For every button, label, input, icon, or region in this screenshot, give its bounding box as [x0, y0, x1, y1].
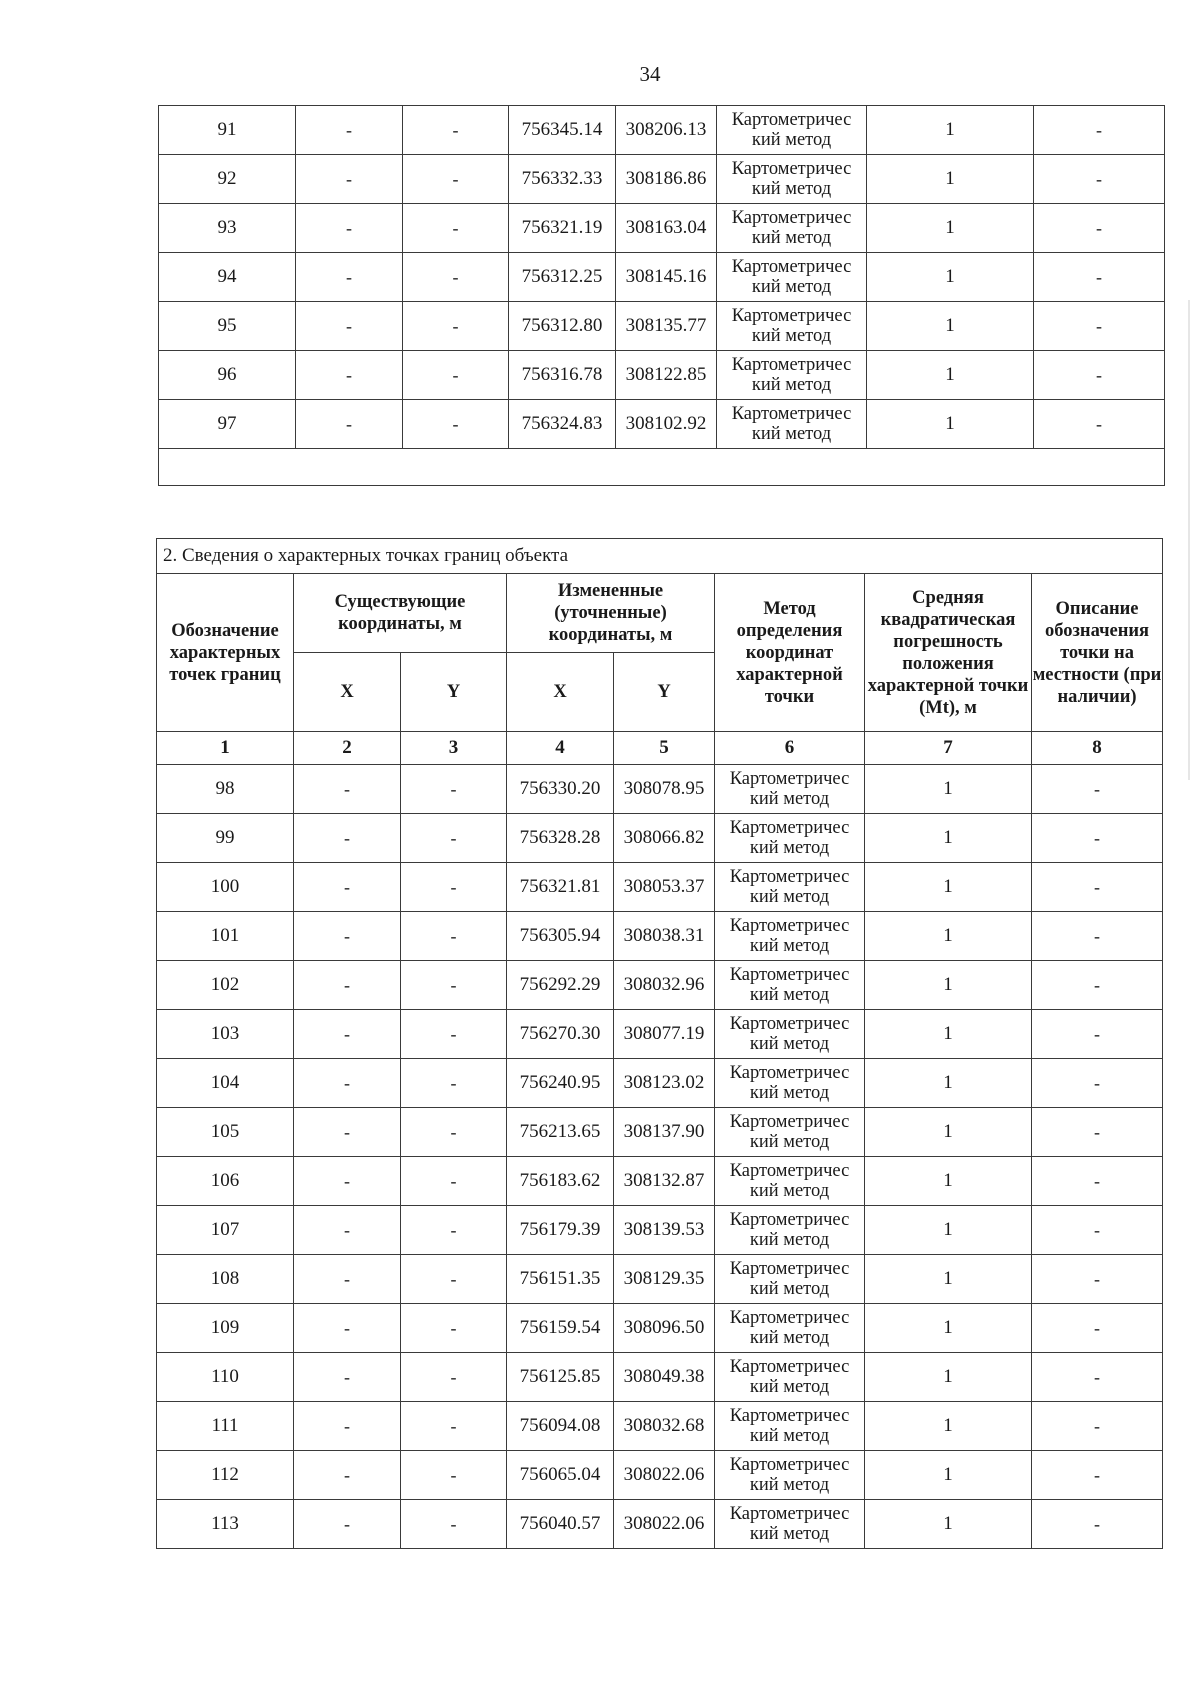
col-number: 8	[1032, 732, 1163, 765]
y-coordinate-cell: 308102.92	[616, 400, 717, 449]
error-cell: 1	[865, 1353, 1032, 1402]
method-cell: Картометричес кий метод	[715, 1010, 865, 1059]
table-row	[159, 302, 1165, 351]
column-number-row	[157, 732, 1163, 765]
point-cell: 96	[159, 351, 296, 400]
y-coordinate-cell: 308022.06	[614, 1500, 715, 1549]
point-cell: 104	[157, 1059, 294, 1108]
description-cell: -	[1032, 765, 1163, 814]
point-cell: 111	[157, 1402, 294, 1451]
table-row	[159, 204, 1165, 253]
table-body	[157, 765, 1163, 1549]
method-cell: Картометричес кий метод	[717, 351, 867, 400]
header-row	[157, 574, 1163, 653]
point-cell: 106	[157, 1157, 294, 1206]
point-cell: 97	[159, 400, 296, 449]
error-cell: 1	[865, 1451, 1032, 1500]
description-cell: -	[1032, 1500, 1163, 1549]
point-cell: 101	[157, 912, 294, 961]
error-cell: 1	[865, 1304, 1032, 1353]
section-title-row	[157, 539, 1163, 574]
col-number: 4	[507, 732, 614, 765]
header-existing-x: X	[294, 653, 401, 732]
method-cell: Картометричес кий метод	[715, 912, 865, 961]
y-coordinate-cell: 308135.77	[616, 302, 717, 351]
header-changed: Измененные (уточненные) координаты, м	[507, 574, 715, 653]
col-number: 2	[294, 732, 401, 765]
x-coordinate-cell: 756321.81	[507, 863, 614, 912]
description-cell: -	[1032, 1010, 1163, 1059]
table-row	[159, 106, 1165, 155]
table-row	[157, 1059, 1163, 1108]
method-cell: Картометричес кий метод	[715, 1304, 865, 1353]
point-cell: 98	[157, 765, 294, 814]
error-cell: 1	[865, 863, 1032, 912]
table-row	[157, 1206, 1163, 1255]
y-coordinate-cell: 308032.68	[614, 1402, 715, 1451]
header-changed-y: Y	[614, 653, 715, 732]
existing-x-cell: -	[294, 1010, 401, 1059]
y-coordinate-cell: 308186.86	[616, 155, 717, 204]
y-coordinate-cell: 308078.95	[614, 765, 715, 814]
table-row	[157, 961, 1163, 1010]
x-coordinate-cell: 756065.04	[507, 1451, 614, 1500]
error-cell: 1	[865, 1108, 1032, 1157]
y-coordinate-cell: 308122.85	[616, 351, 717, 400]
existing-y-cell: -	[401, 1304, 507, 1353]
x-coordinate-cell: 756328.28	[507, 814, 614, 863]
existing-x-cell: -	[294, 1108, 401, 1157]
table-row	[159, 400, 1165, 449]
error-cell: 1	[865, 1255, 1032, 1304]
x-coordinate-cell: 756312.80	[509, 302, 616, 351]
existing-y-cell: -	[401, 814, 507, 863]
description-cell: -	[1032, 961, 1163, 1010]
existing-x-cell: -	[296, 204, 403, 253]
existing-y-cell: -	[401, 1206, 507, 1255]
point-cell: 102	[157, 961, 294, 1010]
header-existing: Существующие координаты, м	[294, 574, 507, 653]
description-cell: -	[1032, 912, 1163, 961]
error-cell: 1	[865, 814, 1032, 863]
table-row	[157, 1108, 1163, 1157]
table-row	[157, 1157, 1163, 1206]
method-cell: Картометричес кий метод	[715, 1157, 865, 1206]
x-coordinate-cell: 756330.20	[507, 765, 614, 814]
col-number: 7	[865, 732, 1032, 765]
point-cell: 103	[157, 1010, 294, 1059]
y-coordinate-cell: 308038.31	[614, 912, 715, 961]
point-cell: 108	[157, 1255, 294, 1304]
existing-y-cell: -	[401, 1353, 507, 1402]
x-coordinate-cell: 756125.85	[507, 1353, 614, 1402]
table-row	[157, 863, 1163, 912]
existing-y-cell: -	[401, 1402, 507, 1451]
header-designation: Обозначение характерных точек границ	[157, 574, 294, 732]
method-cell: Картометричес кий метод	[715, 1402, 865, 1451]
existing-y-cell: -	[403, 400, 509, 449]
method-cell: Картометричес кий метод	[717, 400, 867, 449]
error-cell: 1	[867, 302, 1034, 351]
method-cell: Картометричес кий метод	[717, 155, 867, 204]
point-cell: 107	[157, 1206, 294, 1255]
col-number: 3	[401, 732, 507, 765]
error-cell: 1	[865, 1402, 1032, 1451]
x-coordinate-cell: 756159.54	[507, 1304, 614, 1353]
existing-x-cell: -	[296, 351, 403, 400]
error-cell: 1	[865, 961, 1032, 1010]
y-coordinate-cell: 308129.35	[614, 1255, 715, 1304]
x-coordinate-cell: 756270.30	[507, 1010, 614, 1059]
y-coordinate-cell: 308123.02	[614, 1059, 715, 1108]
existing-y-cell: -	[403, 155, 509, 204]
x-coordinate-cell: 756321.19	[509, 204, 616, 253]
table-row	[159, 351, 1165, 400]
description-cell: -	[1034, 400, 1165, 449]
point-cell: 95	[159, 302, 296, 351]
existing-x-cell: -	[294, 1451, 401, 1500]
x-coordinate-cell: 756305.94	[507, 912, 614, 961]
y-coordinate-cell: 308066.82	[614, 814, 715, 863]
existing-y-cell: -	[401, 1500, 507, 1549]
x-coordinate-cell: 756040.57	[507, 1500, 614, 1549]
existing-y-cell: -	[401, 1255, 507, 1304]
point-cell: 94	[159, 253, 296, 302]
description-cell: -	[1032, 1206, 1163, 1255]
method-cell: Картометричес кий метод	[715, 1108, 865, 1157]
y-coordinate-cell: 308096.50	[614, 1304, 715, 1353]
description-cell: -	[1032, 1108, 1163, 1157]
existing-y-cell: -	[403, 302, 509, 351]
point-cell: 109	[157, 1304, 294, 1353]
description-cell: -	[1032, 1304, 1163, 1353]
method-cell: Картометричес кий метод	[717, 204, 867, 253]
existing-y-cell: -	[401, 961, 507, 1010]
description-cell: -	[1032, 1059, 1163, 1108]
method-cell: Картометричес кий метод	[715, 814, 865, 863]
existing-x-cell: -	[294, 912, 401, 961]
header-existing-y: Y	[401, 653, 507, 732]
y-coordinate-cell: 308139.53	[614, 1206, 715, 1255]
y-coordinate-cell: 308206.13	[616, 106, 717, 155]
x-coordinate-cell: 756179.39	[507, 1206, 614, 1255]
existing-x-cell: -	[296, 302, 403, 351]
x-coordinate-cell: 756332.33	[509, 155, 616, 204]
x-coordinate-cell: 756183.62	[507, 1157, 614, 1206]
table-row	[157, 1353, 1163, 1402]
method-cell: Картометричес кий метод	[717, 106, 867, 155]
existing-y-cell: -	[401, 863, 507, 912]
coordinates-table-continued	[158, 105, 1165, 486]
existing-y-cell: -	[401, 1157, 507, 1206]
method-cell: Картометричес кий метод	[715, 1255, 865, 1304]
existing-y-cell: -	[401, 765, 507, 814]
table-row	[159, 253, 1165, 302]
error-cell: 1	[867, 253, 1034, 302]
x-coordinate-cell: 756213.65	[507, 1108, 614, 1157]
description-cell: -	[1034, 351, 1165, 400]
point-cell: 99	[157, 814, 294, 863]
table-row	[157, 912, 1163, 961]
y-coordinate-cell: 308032.96	[614, 961, 715, 1010]
existing-x-cell: -	[294, 814, 401, 863]
error-cell: 1	[867, 155, 1034, 204]
y-coordinate-cell: 308137.90	[614, 1108, 715, 1157]
table-row	[157, 1255, 1163, 1304]
col-number: 6	[715, 732, 865, 765]
method-cell: Картометричес кий метод	[715, 1353, 865, 1402]
table-row	[157, 765, 1163, 814]
col-number: 5	[614, 732, 715, 765]
description-cell: -	[1034, 155, 1165, 204]
description-cell: -	[1034, 253, 1165, 302]
x-coordinate-cell: 756094.08	[507, 1402, 614, 1451]
point-cell: 113	[157, 1500, 294, 1549]
description-cell: -	[1034, 302, 1165, 351]
point-cell: 92	[159, 155, 296, 204]
table-row	[157, 1304, 1163, 1353]
description-cell: -	[1034, 204, 1165, 253]
method-cell: Картометричес кий метод	[715, 765, 865, 814]
existing-y-cell: -	[403, 106, 509, 155]
point-cell: 112	[157, 1451, 294, 1500]
x-coordinate-cell: 756240.95	[507, 1059, 614, 1108]
scan-edge-shadow	[1188, 300, 1190, 780]
table-row	[157, 814, 1163, 863]
x-coordinate-cell: 756292.29	[507, 961, 614, 1010]
point-cell: 93	[159, 204, 296, 253]
header-description: Описание обозначения точки на местности (при наличии)	[1032, 574, 1163, 732]
error-cell: 1	[865, 1500, 1032, 1549]
table-row	[157, 1010, 1163, 1059]
existing-y-cell: -	[403, 204, 509, 253]
x-coordinate-cell: 756345.14	[509, 106, 616, 155]
existing-y-cell: -	[403, 253, 509, 302]
y-coordinate-cell: 308053.37	[614, 863, 715, 912]
existing-y-cell: -	[403, 351, 509, 400]
error-cell: 1	[867, 400, 1034, 449]
error-cell: 1	[865, 1206, 1032, 1255]
x-coordinate-cell: 756324.83	[509, 400, 616, 449]
description-cell: -	[1032, 814, 1163, 863]
existing-x-cell: -	[294, 1157, 401, 1206]
table-row	[157, 1500, 1163, 1549]
existing-x-cell: -	[294, 1059, 401, 1108]
y-coordinate-cell: 308163.04	[616, 204, 717, 253]
existing-y-cell: -	[401, 1059, 507, 1108]
existing-x-cell: -	[296, 253, 403, 302]
description-cell: -	[1032, 1255, 1163, 1304]
y-coordinate-cell: 308077.19	[614, 1010, 715, 1059]
existing-y-cell: -	[401, 1010, 507, 1059]
col-number: 1	[157, 732, 294, 765]
empty-row	[159, 449, 1165, 486]
error-cell: 1	[867, 106, 1034, 155]
error-cell: 1	[865, 912, 1032, 961]
existing-x-cell: -	[294, 1402, 401, 1451]
y-coordinate-cell: 308022.06	[614, 1451, 715, 1500]
existing-x-cell: -	[294, 1255, 401, 1304]
description-cell: -	[1034, 106, 1165, 155]
existing-x-cell: -	[294, 1304, 401, 1353]
description-cell: -	[1032, 1451, 1163, 1500]
description-cell: -	[1032, 863, 1163, 912]
existing-x-cell: -	[294, 961, 401, 1010]
table-body	[159, 106, 1165, 449]
page-number: 34	[639, 62, 661, 86]
method-cell: Картометричес кий метод	[715, 1059, 865, 1108]
method-cell: Картометричес кий метод	[715, 1206, 865, 1255]
x-coordinate-cell: 756151.35	[507, 1255, 614, 1304]
boundary-points-table	[156, 538, 1163, 1549]
error-cell: 1	[865, 765, 1032, 814]
method-cell: Картометричес кий метод	[715, 961, 865, 1010]
y-coordinate-cell: 308049.38	[614, 1353, 715, 1402]
existing-y-cell: -	[401, 912, 507, 961]
table-row	[157, 1402, 1163, 1451]
header-changed-x: X	[507, 653, 614, 732]
existing-x-cell: -	[294, 1206, 401, 1255]
existing-y-cell: -	[401, 1108, 507, 1157]
existing-x-cell: -	[294, 765, 401, 814]
section-title: 2. Сведения о характерных точках границ объекта	[157, 539, 1163, 574]
existing-x-cell: -	[296, 155, 403, 204]
x-coordinate-cell: 756312.25	[509, 253, 616, 302]
method-cell: Картометричес кий метод	[715, 863, 865, 912]
x-coordinate-cell: 756316.78	[509, 351, 616, 400]
y-coordinate-cell: 308145.16	[616, 253, 717, 302]
error-cell: 1	[867, 351, 1034, 400]
y-coordinate-cell: 308132.87	[614, 1157, 715, 1206]
method-cell: Картометричес кий метод	[715, 1500, 865, 1549]
method-cell: Картометричес кий метод	[717, 253, 867, 302]
description-cell: -	[1032, 1353, 1163, 1402]
error-cell: 1	[865, 1157, 1032, 1206]
existing-x-cell: -	[294, 863, 401, 912]
header-method: Метод определения координат характерной точки	[715, 574, 865, 732]
error-cell: 1	[867, 204, 1034, 253]
existing-x-cell: -	[294, 1353, 401, 1402]
error-cell: 1	[865, 1010, 1032, 1059]
method-cell: Картометричес кий метод	[717, 302, 867, 351]
method-cell: Картометричес кий метод	[715, 1451, 865, 1500]
point-cell: 100	[157, 863, 294, 912]
error-cell: 1	[865, 1059, 1032, 1108]
existing-x-cell: -	[296, 106, 403, 155]
point-cell: 105	[157, 1108, 294, 1157]
existing-x-cell: -	[294, 1500, 401, 1549]
existing-y-cell: -	[401, 1451, 507, 1500]
description-cell: -	[1032, 1402, 1163, 1451]
description-cell: -	[1032, 1157, 1163, 1206]
existing-x-cell: -	[296, 400, 403, 449]
point-cell: 91	[159, 106, 296, 155]
header-error: Средняя квадратическая погрешность положения характерной точки (Mt), м	[865, 574, 1032, 732]
point-cell: 110	[157, 1353, 294, 1402]
table-row	[159, 155, 1165, 204]
table-row	[157, 1451, 1163, 1500]
